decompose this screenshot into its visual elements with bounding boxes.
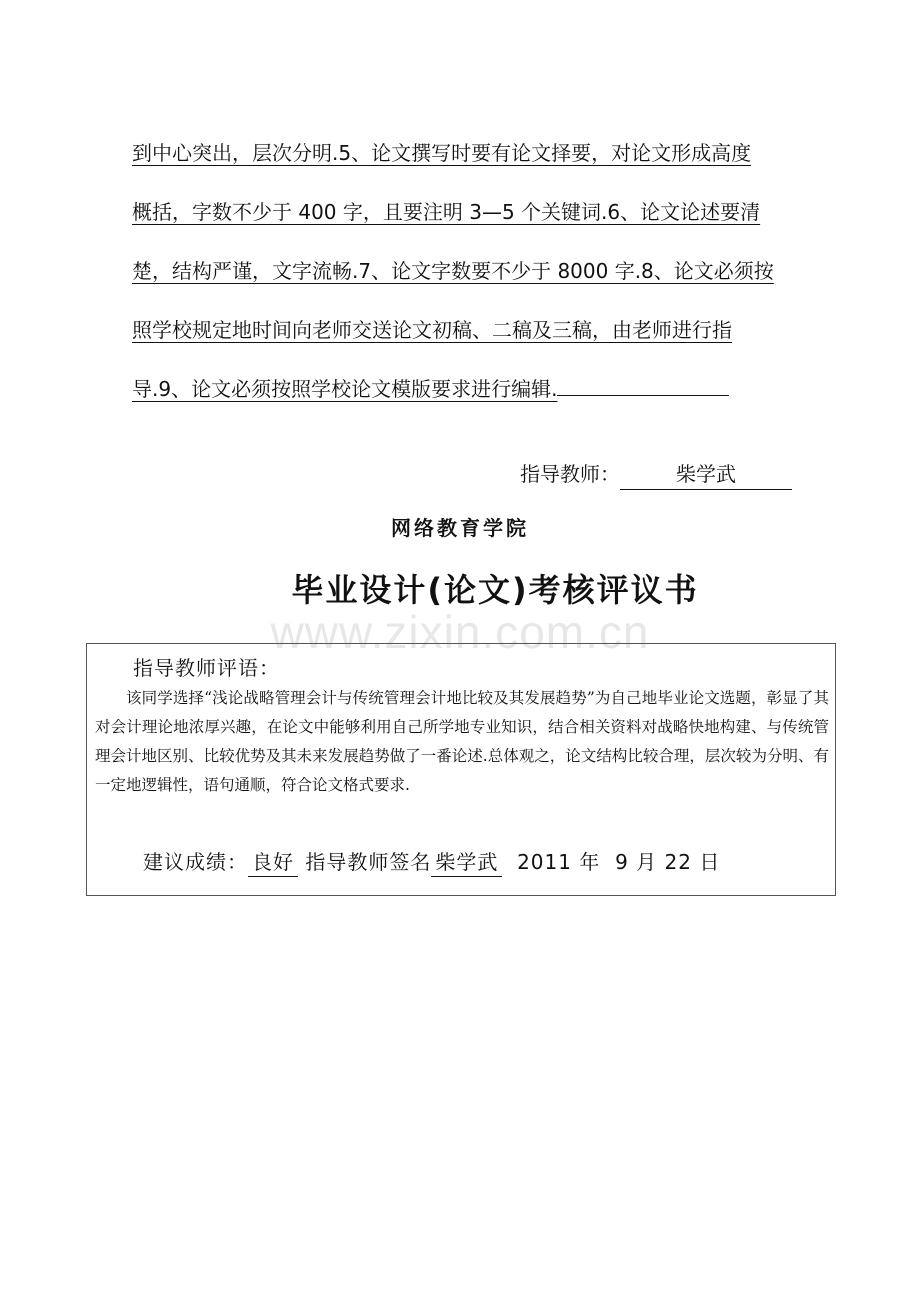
date-day-unit: 日 <box>699 850 721 874</box>
school-name: 网络教育学院 <box>391 516 529 540</box>
date-day: 22 <box>664 850 692 874</box>
date-year: 2011 <box>517 850 572 874</box>
requirements-line-last <box>132 364 808 423</box>
advisor-name: 柴学武 <box>620 458 792 490</box>
requirements-line: 楚，结构严谨，文字流畅.7、论文字数要不少于 8000 字.8、论文必须按 <box>132 259 774 283</box>
review-comment: 该同学选择“浅论战略管理会计与传统管理会计地比较及其发展趋势”为自己地毕业论文选题，彰显了其对会计理论地浓厚兴趣，在论文中能够利用自己所学地专业知识，结合相关资料对战略快地构建、与传统管理会计地区别、比较优势及其未来发展趋势做了一番论述.总体观之，论文结构比较合理，层次较为分明、有一定地逻辑性，语句通顺，符合论文格式要求. <box>95 689 829 794</box>
requirements-line: 概括，字数不少于 400 字，且要注明 3—5 个关键词.6、论文论述要清 <box>132 200 761 224</box>
requirements-line: 照学校规定地时间向老师交送论文初稿、二稿及三稿，由老师进行指 <box>132 318 732 342</box>
signature-label: 指导教师签名 <box>305 850 432 874</box>
date-month-unit: 月 <box>636 850 658 874</box>
date-month: 9 <box>615 850 629 874</box>
grade-label: 建议成绩： <box>143 850 248 874</box>
requirements-line-text: 导.9、论文必须按照学校论文模版要求进行编辑. <box>132 377 558 401</box>
date-year-unit: 年 <box>579 850 601 874</box>
advisor-label: 指导教师： <box>520 462 620 486</box>
requirements-text <box>132 128 808 423</box>
grade-value: 良好 <box>248 846 298 877</box>
watermark: www.zixin.com.cn <box>270 606 650 658</box>
underline-filler <box>557 377 729 396</box>
page-title: 毕业设计(论文)考核评议书 <box>291 571 699 609</box>
signature-value: 柴学武 <box>431 846 502 877</box>
grade-line <box>143 846 720 877</box>
review-heading: 指导教师评语： <box>133 656 280 680</box>
review-box <box>86 643 836 896</box>
advisor-line <box>520 458 792 490</box>
requirements-line: 到中心突出，层次分明.5、论文撰写时要有论文择要，对论文形成高度 <box>132 141 752 165</box>
